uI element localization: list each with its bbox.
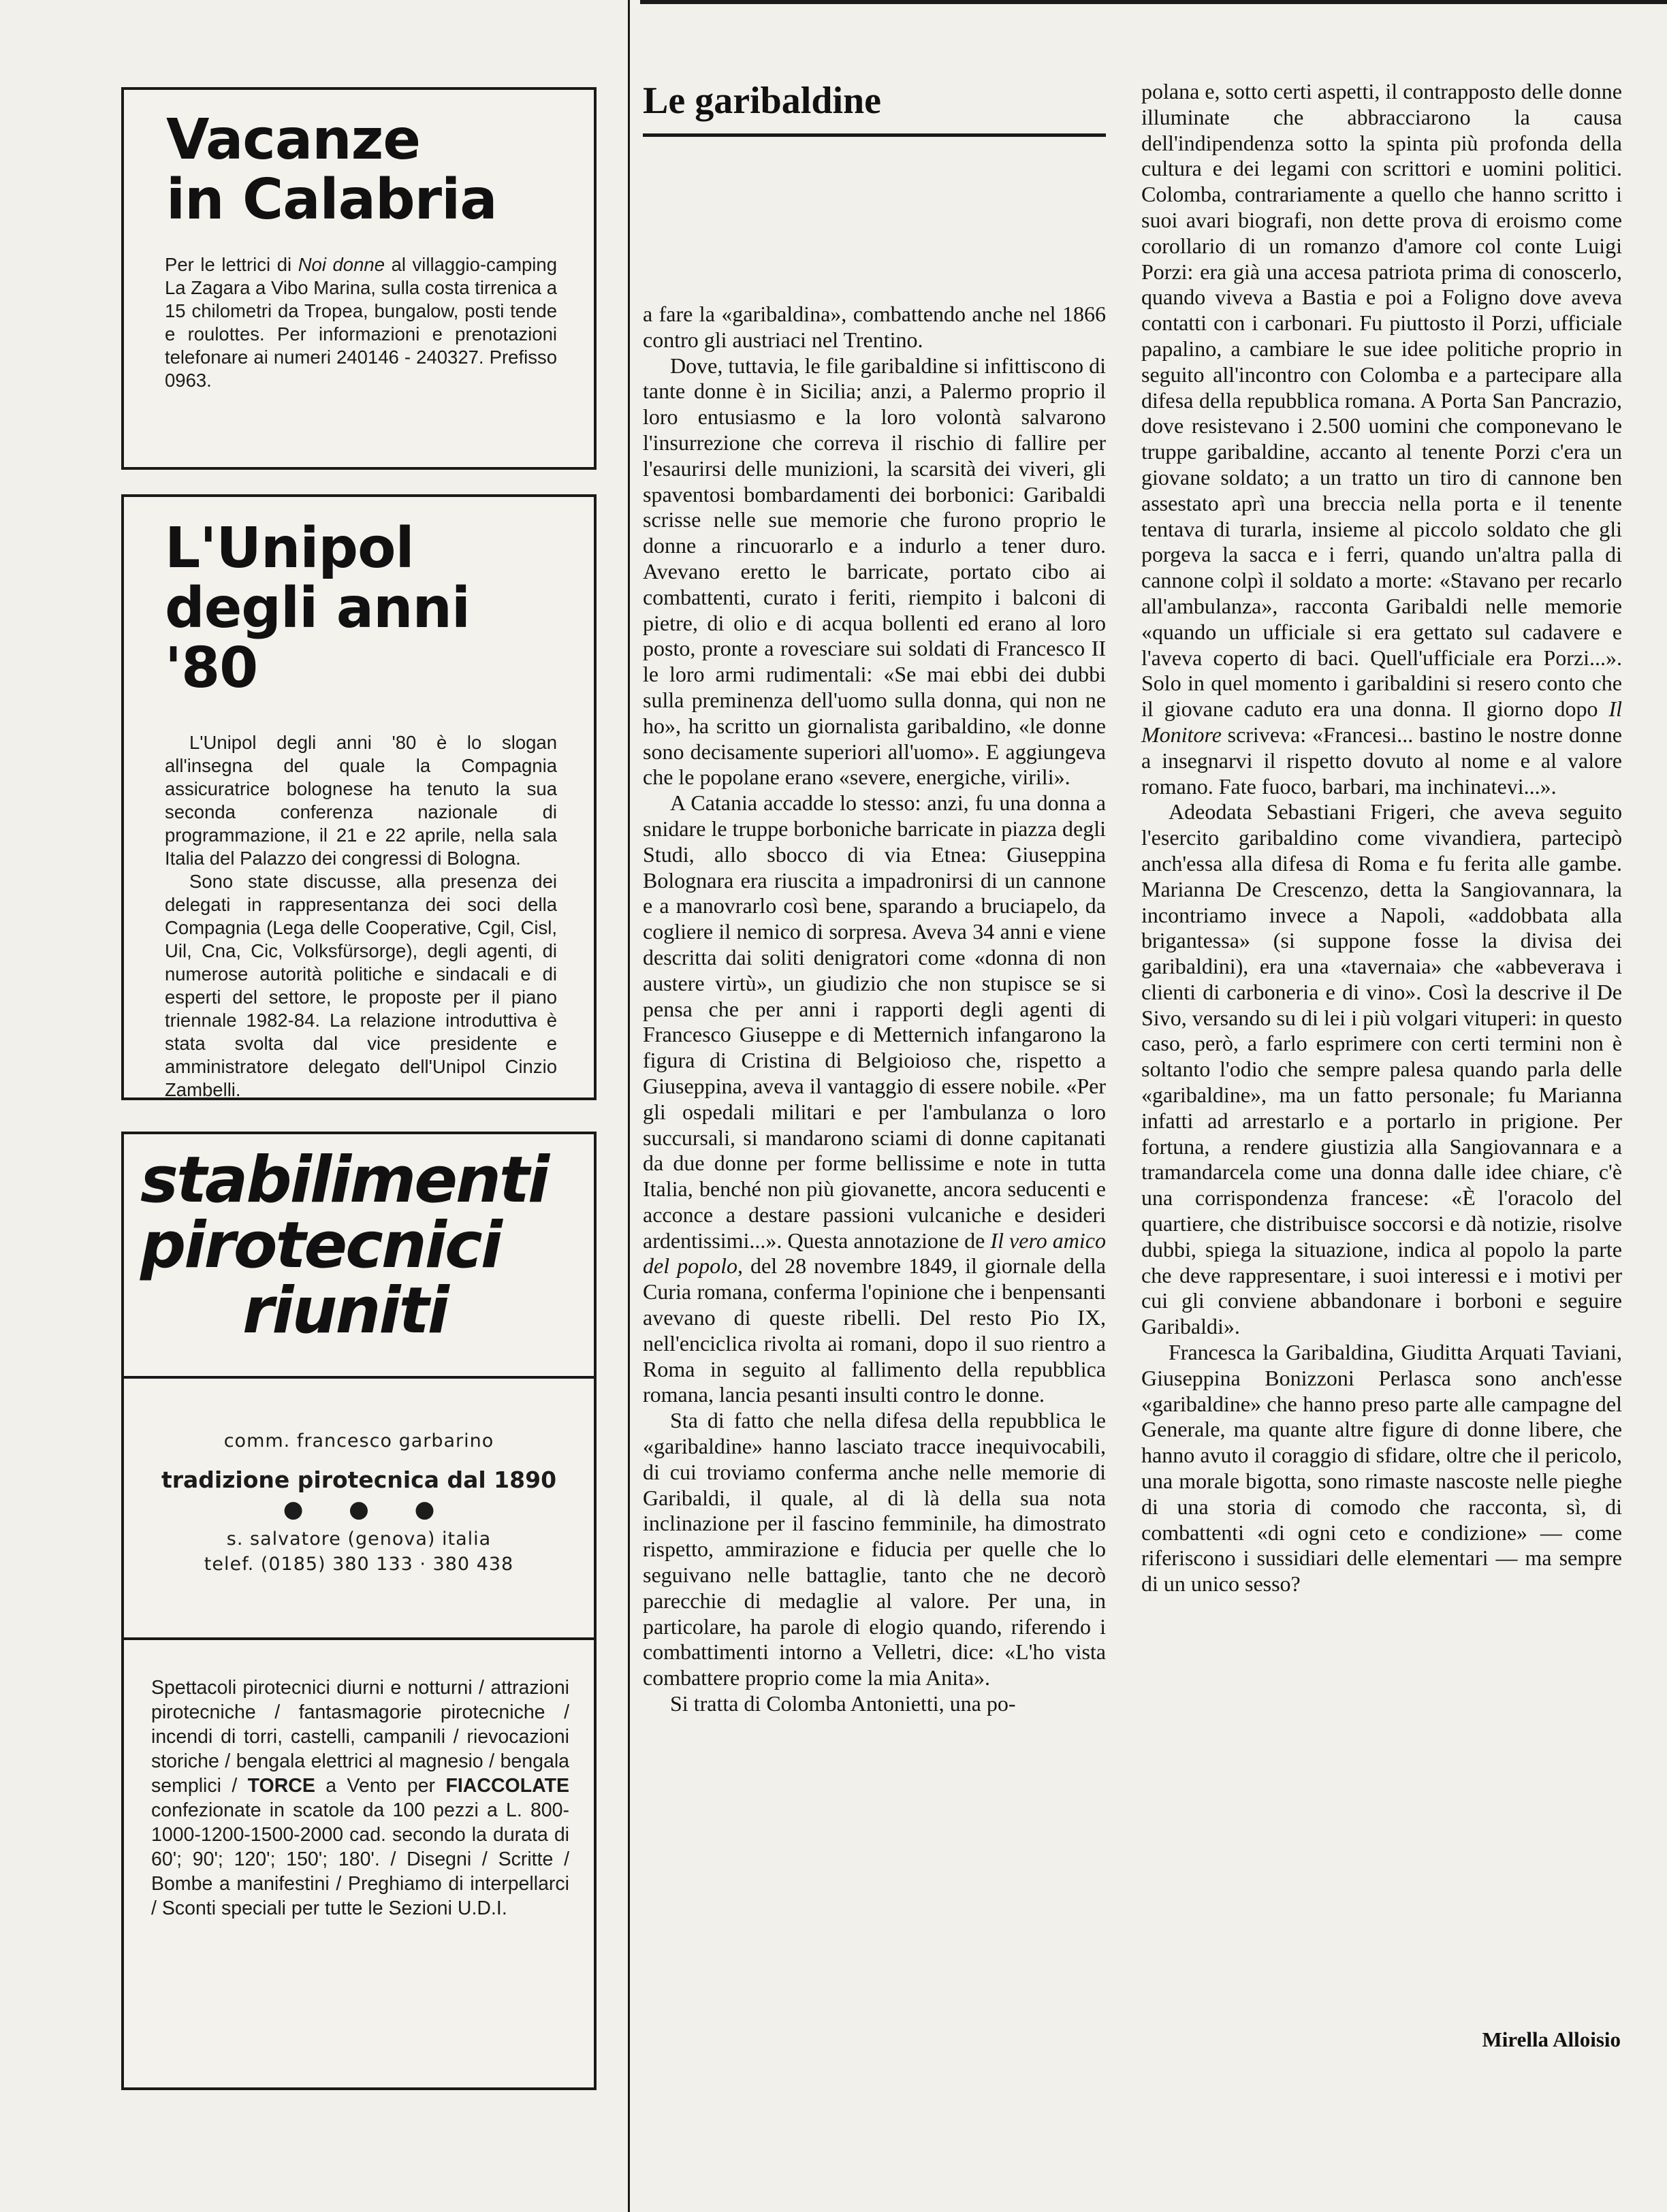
address-line: s. salvatore (genova) italia <box>226 1528 492 1550</box>
unipol-paragraph-2: Sono state discusse, alla presenza dei delegati in rappresentanza dei soci della Compagnia (Lega delle Cooperative, Cgil, Cisl, Uil, Cna, Cic, Volksfürsorge), degli agenti, di numerose autorità politiche e sindacali e di esperti del settore, le proposte per il piano triennale 1982-84. La relazione introduttiva è stata svolta dal vice presidente e amministratore delegato dell'Unipol Cinzio Zambelli. <box>165 871 557 1100</box>
dots-ornament: ● ● ● <box>283 1496 454 1523</box>
noi-donne-italic: Noi donne <box>298 254 385 275</box>
article-paragraph: Adeodata Sebastiani Frigeri, che aveva seguito l'esercito garibaldino come vivandiera, partecipò anch'essa alla difesa di Roma e fu ferita alle gambe. Marianna De Crescenzo, detta la Sangiovannara, la incontriamo invece a Napoli, «addobbata alla brigantessa» (si suppone fosse la divisa dei garibaldini), era una «tavernaia» che «abbeverava i clienti di carboneria e di vino». Così la descrive il De Sivo, versando su di lei i più volgari vituperi: in questo caso, però, a farlo esprimere con certi termini non è soltanto l'odio che sempre palesa quando parla delle «garibaldine», ma un fatto personale; fu Marianna infatti ad arrestarlo e a portarlo in prigione. Per fortuna, a rendere giustizia alla Sangiovannara e a tramandarcela come una donna dalle idee chiare, c'è una corrispondenza francese: «È l'oracolo del quartiere, che distribuisce soccorsi e dà notizie, risolve dubbi, spiega la situazione, indica al popolo la parte che deve rappresentare, i suoi interessi e i motivi per cui gli conviene abbandonare i borboni e seguire Garibaldi». <box>1141 799 1622 1339</box>
article-author: Mirella Alloisio <box>1482 2027 1621 2051</box>
vacanze-text: Per le lettrici di Noi donne al villaggio-camping La Zagara a Vibo Marina, sulla costa tirrenica a 15 chilometri da Tropea, bungalow, posti tende e roulottes. Per informazioni e prenotazioni telefonare ai numeri 240146 - 240327. Prefisso 0963. <box>165 254 558 391</box>
tradition-line: tradizione pirotecnica dal 1890 <box>161 1466 557 1493</box>
article-paragraph: Dove, tuttavia, le file garibaldine si infittiscono di tante donne è in Sicilia; anzi, a Palermo proprio il loro entusiasmo e la loro volontà salvarono l'insurrezione che correva il rischio di fallire per l'esaurirsi delle munizioni, la scarsità dei viveri, gli spaventosi bombardamenti dei borbonici: Garibaldi scrisse nelle sue memorie che furono proprio le donne a rincuorarlo e a indurlo a tener duro. Avevano eretto le barricate, portato cibo ai combattenti, curato i feriti, riempito i balconi di pietre, di olio e di acqua bollenti ed erano al loro posto, pronte a rovesciare sui soldati di Francesco II le loro armi rudimentali: «Se mai ebbi dei dubbi sulla preminenza dell'uomo sulla donna, qui non ne ho», ha scritto un giornalista garibaldino, «le donne sono decisamente superiori all'uomo». E aggiungeva che le popolane erano «severe, energiche, virili». <box>643 353 1106 790</box>
article-title: Le garibaldine <box>643 80 882 122</box>
article-paragraph: polana e, sotto certi aspetti, il contrapposto delle donne illuminate che abbracciarono la causa dell'indipendenza sotto la spinta più profonda della cultura e dei legami con scrittori e uomini politici. Colomba, contrariamente a quello che hanno scritto i suoi avari biografi, non dette prova di eroismo come corollario di un romanzo d'amore col conte Luigi Porzi: era già una accesa patriota prima di conoscerlo, quando viveva a Bastia e poi a Foligno dove aveva contatti con i carbonari. Fu piuttosto il Porzi, ufficiale papalino, a cambiare le sue idee politiche proprio in seguito all'incontro con Colomba e a partecipare alla difesa della repubblica romana. A Porta San Pancrazio, dove resistevano i 2.500 uomini che componevano le truppe garibaldine, accanto al tenente Porzi c'era un giovane soldato; a un tratto un tiro di cannone ben assestato aprì una breccia nella porta e il tenente tentava di turarla, insieme al piccolo soldato che gli porgeva la sacca e i ferri, quando un'altra palla di cannone colpì il soldato a morte: «Stavano per recarlo all'ambulanza», racconta Garibaldi nelle memorie «quando un ufficiale si era gettato sul cadavere e l'aveva coperto di baci. Quell'ufficiale era Porzi...». Solo in quel momento i garibaldini si resero conto che il giovane caduto era una donna. Il giorno dopo Il Monitore scriveva: «Francesi... bastino le nostre donne a insegnarvi il rispetto dovuto al nome e al valore romano. Fate fuoco, barbari, ma inchinatevi...». <box>1141 79 1622 799</box>
article-column-1 <box>643 302 1106 2085</box>
vacanze-title: Vacanze in Calabria <box>166 108 497 232</box>
article-paragraph: Francesca la Garibaldina, Giuditta Arquati Taviani, Giuseppina Bonizzoni Perlasca sono anch'esse «garibaldine» che hanno preso parte alle campagne del Generale, ma quante altre figure di donne libere, che hanno avuto il coraggio di sfidare, oltre che il pericolo, una morale bigotta, sono rimaste nascoste nelle pieghe di una storia di comodo che racconta, sì, di combattenti «di ogni ceto e condizione» — come riferiscono i sussidiari delle elementari — ma sempre di un unico sesso? <box>1141 1340 1622 1597</box>
box-unipol <box>121 494 597 1100</box>
unipol-text <box>165 731 557 1102</box>
article-paragraph: A Catania accadde lo stesso: anzi, fu una donna a snidare le truppe borboniche barricate in piazza degli Studi, allo sbocco di via Etnea: Giuseppina Bolognara era riuscita a impadronirsi di un cannone e a manovrarlo così bene, sparando a bruciapelo, da cogliere il nemico di sorpresa. Aveva 34 anni e viene descritta dai soliti denigratori come «donna di non austere virtù», un giudizio che non stupisce se si pensa che per anni i rapporti degli agenti di Francesco Giuseppe e di Metternich infangarono la figura di Cristina di Belgioioso che, rispetto a Giuseppina, aveva il vantaggio di essere nobile. «Per gli ospedali militari e per l'ambulanza o loro succursali, si mandarono sciami di donne capitanati da due donne per forme bellissime e note in tutta Italia, benché non più giovanette, ancora seducenti e acconce a destare passioni vulcaniche e desideri ardentissimi...». Questa annotazione de Il vero amico del popolo, del 28 novembre 1849, il giornale della Curia romana, conferma l'opinione che i benpensanti avevano di queste ribelli. Del resto Pio IX, nell'enciclica rivolta ai romani, dopo il suo rientro a Roma in seguito al fallimento della repubblica romana, lancia pesanti insulti contro le donne. <box>643 790 1107 1407</box>
box-pirotecnici-ad <box>121 1132 597 2090</box>
column-divider <box>628 0 630 2212</box>
article-paragraph: a fare la «garibaldina», combattendo anche nel 1866 contro gli austriaci nel Trentino. <box>643 302 1106 352</box>
pirotecnici-title: stabilimenti pirotecnici riuniti <box>140 1143 548 1348</box>
article-paragraph: Sta di fatto che nella difesa della repubblica le «garibaldine» hanno lasciato tracce inequivocabili, di cui troviamo conferma anche nelle memorie di Garibaldi, il quale, al di là della sua nota inclinazione per il fascino femminile, ha dimostrato rispetto, ammirazione e fiducia per quelle che lo seguivano nelle battaglie, tanto che ne decorò parecchie di medaglie al valore. Per una, in particolare, ha parole di elogio quando, riferendo i combattimenti intorno a Velletri, dice: «L'ho vista combattere proprio come la mia Anita». <box>643 1408 1106 1690</box>
phone-line: telef. (0185) 380 133 · 380 438 <box>204 1554 514 1575</box>
unipol-title: L'Unipol degli anni '80 <box>165 516 470 701</box>
owner-name: comm. francesco garbarino <box>223 1430 494 1452</box>
box-vacanze-calabria <box>121 87 597 470</box>
unipol-paragraph-1: L'Unipol degli anni '80 è lo slogan all'insegna del quale la Compagnia assicuratrice bolognese ha tenuto la sua seconda conferenza nazionale di programmazione, il 21 e 22 aprile, nella sala Italia del Palazzo dei congressi di Bologna. <box>165 732 557 869</box>
pirotecnici-contact <box>124 1379 594 1637</box>
article-paragraph: Si tratta di Colomba Antonietti, una po- <box>670 1691 1016 1716</box>
top-rule <box>640 0 1667 4</box>
pirotecnici-services: Spettacoli pirotecnici diurni e notturni / attrazioni pirotecniche / fantasmagorie pirotecniche / incendi di torri, castelli, campanili / rievocazioni storiche / bengala elettrici al magnesio / bengala semplici / TORCE a Vento per FIACCOLATE confezionate in scatole da 100 pezzi a L. 800-1000-1200-1500-2000 cad. secondo la durata di 60'; 90'; 120'; 150'; 180'. / Disegni / Scritte / Bombe a manifestini / Preghiamo di interpellarci / Sconti speciali per tutte le Sezioni U.D.I. <box>151 1677 569 1919</box>
article-column-2 <box>1141 79 1622 2026</box>
article-title-rule <box>643 133 1106 137</box>
